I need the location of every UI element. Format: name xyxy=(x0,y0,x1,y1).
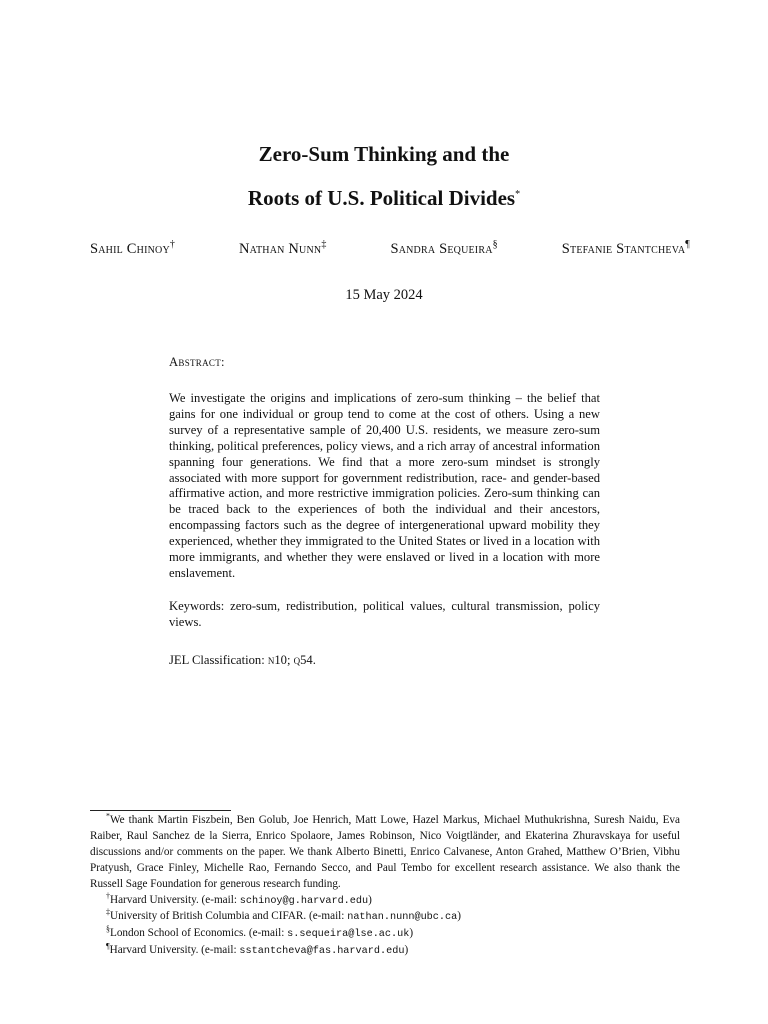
jel-classification xyxy=(169,653,600,669)
author-name: Sahil Chinoy xyxy=(90,241,170,257)
affiliation-close: ) xyxy=(404,944,409,957)
footnote-marker: § xyxy=(106,924,110,934)
thanks-text: We thank Martin Fiszbein, Ben Golub, Joe Henrich, Matt Lowe, Hazel Markus, Michael Muthukrishna, Suresh Naidu, Eva Raiber, Raul Sanchez de la Sierra, Enrico Spolaore, James Robinson, Nico Voigtländer, and Ekaterina Zhuravskaya for useful discussions and/or comments on the paper. We thank Alberto Binetti, Enrico Calvanese, Anton Grahed, Matthew O’Brien, Vibhu Pratyush, Grace Finley, Michelle Rao, Fernando Secco, and Paul Tembo for excellent research assistance. We also thank the Russell Sage Foundation for generous research funding. xyxy=(90,814,680,890)
affiliation-text: Harvard University. (e-mail: xyxy=(110,893,240,906)
author-marker: † xyxy=(169,239,176,251)
email-link[interactable]: schinoy@g.harvard.edu xyxy=(239,895,369,907)
title-text-2: Roots of U.S. Political Divides xyxy=(247,186,516,210)
affiliation-close: ) xyxy=(368,893,372,906)
jel-label: JEL Classification: xyxy=(169,653,268,667)
paper-title-line-1 xyxy=(0,144,768,165)
paper-title-line-2 xyxy=(0,188,768,209)
author-name: Nathan Nunn xyxy=(238,241,322,257)
footnote-affiliation-1 xyxy=(90,890,680,910)
author-marker: ‡ xyxy=(321,239,327,251)
affiliation-text: Harvard University. (e-mail: xyxy=(109,944,240,957)
footnote-marker: * xyxy=(106,811,110,821)
footnote-marker: ¶ xyxy=(106,941,110,951)
author-3 xyxy=(390,239,498,257)
footnotes xyxy=(90,813,680,960)
author-marker: ¶ xyxy=(685,239,690,251)
author-1 xyxy=(90,239,176,257)
abstract-heading: Abstract: xyxy=(169,355,225,369)
author-name: Sandra Sequeira xyxy=(390,241,493,257)
author-marker: § xyxy=(492,239,498,251)
footnote-affiliation-4 xyxy=(90,943,680,960)
abstract-text: We investigate the origins and implications of zero-sum thinking – the belief that gains for one individual or group tend to come at the cost of others. Using a new survey of a representative sample of 20,400 U.S. residents, we measure zero-sum thinking, political preferences, policy views, and a rich array of ancestral information spanning four generations. We find that a more zero-sum mindset is strongly associated with more support for government redistribution, race- and gender-based affirmative action, and more restrictive immigration policies. Zero-sum thinking can be traced back to the experiences of both the individual and their ancestors, encompassing factors such as the degree of intergenerational upward mobility they experienced, whether they immigrated to the United States or lived in a location with more immigrants, and whether they were enslaved or lived in a location with more enslavement. xyxy=(169,391,600,580)
title-text-1: Zero-Sum Thinking and the xyxy=(258,142,510,166)
keywords: Keywords: zero-sum, redistribution, political values, cultural transmission, policy views. xyxy=(169,599,600,629)
author-name: Stefanie Stantcheva xyxy=(561,241,686,257)
affiliation-close: ) xyxy=(409,927,414,940)
footnote-affiliation-2 xyxy=(90,909,680,926)
email-link[interactable]: sstantcheva@fas.harvard.edu xyxy=(239,946,405,958)
publication-date: 15 May 2024 xyxy=(345,287,423,303)
footnote-affiliation-3 xyxy=(90,926,680,943)
title-footnote-marker: * xyxy=(515,189,521,200)
author-2 xyxy=(238,239,327,257)
footnote-divider xyxy=(90,810,231,811)
affiliation-text: University of British Columbia and CIFAR. (e-mail: xyxy=(110,910,348,923)
footnote-marker: † xyxy=(106,890,110,900)
email-link[interactable]: nathan.nunn@ubc.ca xyxy=(347,912,458,924)
jel-codes: n10; q54. xyxy=(267,653,316,667)
affiliation-text: London School of Economics. (e-mail: xyxy=(110,927,288,940)
email-link[interactable]: s.sequeira@lse.ac.uk xyxy=(287,929,410,941)
author-4 xyxy=(561,239,690,257)
footnote-marker: ‡ xyxy=(106,907,110,917)
affiliation-close: ) xyxy=(457,910,461,923)
author-list xyxy=(90,239,690,257)
footnote-thanks xyxy=(90,813,680,893)
